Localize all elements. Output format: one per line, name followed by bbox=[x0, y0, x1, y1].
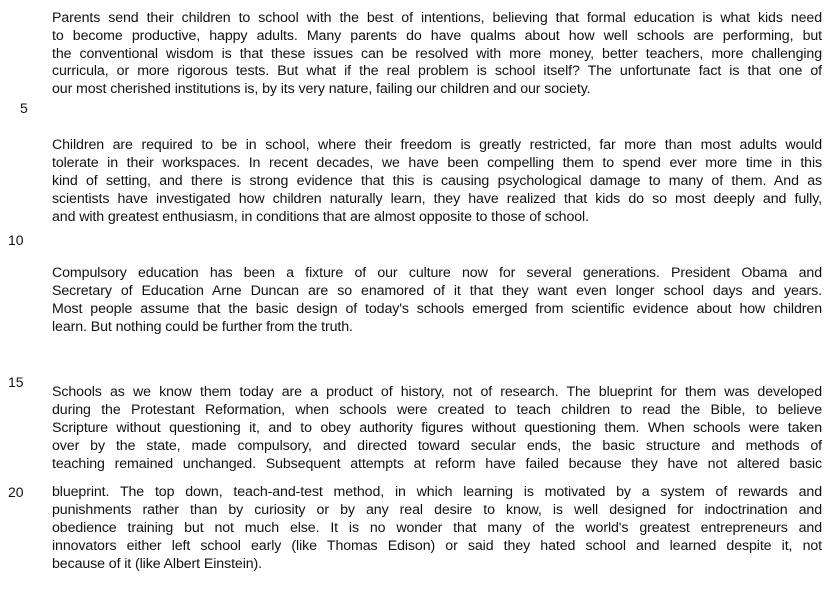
paragraph-line: Compulsory education has been a fixture of our culture now for several generations. President Obama and bbox=[52, 265, 822, 281]
line-number-10: 10 bbox=[8, 232, 24, 248]
paragraph-line: obedience training but not much else. It is no wonder that many of the world's greatest entrepreneurs and bbox=[52, 520, 822, 536]
paragraph-line: kind of setting, and there is strong evidence that this is causing psychological damage to many of them. And as bbox=[52, 173, 822, 189]
paragraph-line: over by the state, made compulsory, and directed toward secular ends, the basic structure and methods of bbox=[52, 438, 822, 454]
paragraph-line: because of it (like Albert Einstein). bbox=[52, 556, 263, 572]
paragraph-line: innovators either left school early (like Thomas Edison) or said they hated school and learned despite it, not bbox=[52, 538, 822, 554]
paragraph-line: and with greatest enthusiasm, in conditions that are almost opposite to those of school. bbox=[52, 209, 589, 225]
paragraph-line: during the Protestant Reformation, when schools were created to teach children to read the Bible, to believe bbox=[52, 402, 822, 418]
paragraph-line: Scripture without questioning it, and to obey authority figures without questioning them. When schools were taken bbox=[52, 420, 822, 436]
paragraph-line: curricula, or more rigorous tests. But what if the real problem is school itself? The unfortunate fact is that one of bbox=[52, 63, 822, 79]
paragraph-line: Parents send their children to school with the best of intentions, believing that formal education is what kids need bbox=[52, 10, 822, 26]
paragraph-line: Children are required to be in school, where their freedom is greatly restricted, far more than most adults would bbox=[52, 137, 822, 153]
paragraph-line: Secretary of Education Arne Duncan are so enamored of it that they want even longer school days and years. bbox=[52, 283, 822, 299]
paragraph-line: Most people assume that the basic design of today's schools emerged from scientific evidence about how children bbox=[52, 301, 822, 317]
paragraph-line: blueprint. The top down, teach-and-test method, in which learning is motivated by a system of rewards and bbox=[52, 484, 822, 500]
line-number-20: 20 bbox=[8, 484, 24, 500]
paragraph-line: punishments rather than by curiosity or by any real desire to know, is well designed for indoctrination and bbox=[52, 502, 822, 518]
line-number-15: 15 bbox=[8, 374, 24, 390]
paragraph-line: the conventional wisdom is that these issues can be resolved with more money, better teachers, more challenging bbox=[52, 46, 822, 62]
paragraph-line: Schools as we know them today are a product of history, not of research. The blueprint for them was developed bbox=[52, 384, 822, 400]
paragraph-line: our most cherished institutions is, by its very nature, failing our children and our society. bbox=[52, 81, 591, 97]
paragraph-line: teaching remained unchanged. Subsequent attempts at reform have failed because they have not altered basic bbox=[52, 456, 822, 472]
paragraph-line: learn. But nothing could be further from the truth. bbox=[52, 319, 353, 335]
line-number-5: 5 bbox=[20, 100, 28, 116]
paragraph-line: to become productive, happy adults. Many parents do have qualms about how well schools are performing, but bbox=[52, 28, 822, 44]
paragraph-line: scientists have investigated how children naturally learn, they have realized that kids do so most deeply and fully, bbox=[52, 191, 822, 207]
paragraph-line: tolerate in their workspaces. In recent decades, we have been compelling them to spend ever more time in this bbox=[52, 155, 822, 171]
